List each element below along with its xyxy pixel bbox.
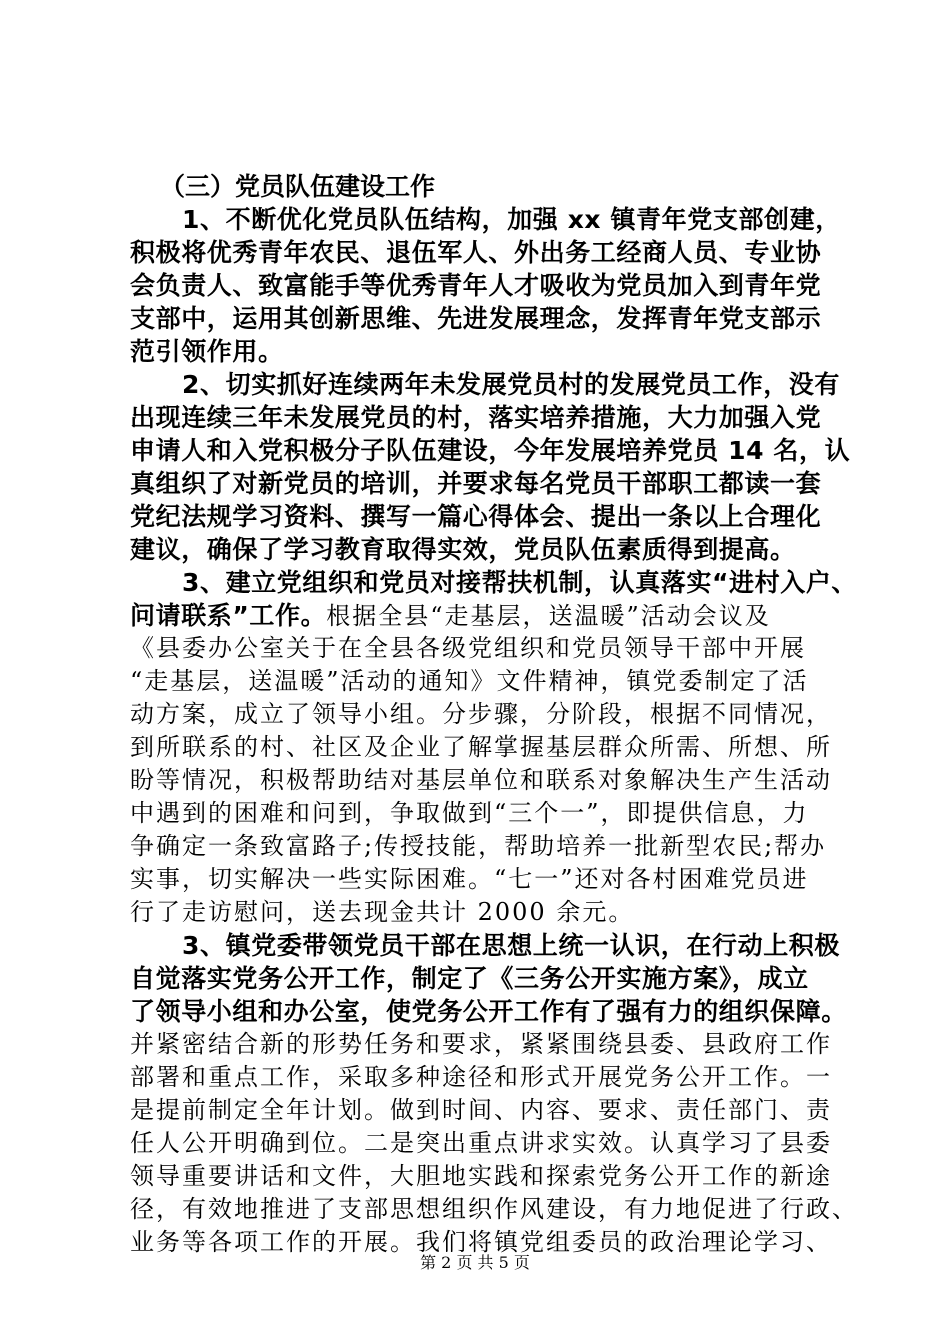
text-line [130,269,835,302]
text-line-tail: 根据全县“走基层，送温暖”活动会议及 [326,602,771,630]
text-line [130,599,835,632]
text-line-content: 径，有效地推进了支部思想组织作风建设，有力地促进了行政、 [130,1195,858,1223]
text-line [130,797,835,830]
text-line-content: 3、建立党组织和党员对接帮扶机制，认真落实“进村入户、 [182,568,858,597]
text-line [130,533,835,566]
text-line-content: “走基层，送温暖”活动的通知》文件精神，镇党委制定了活 [130,667,809,695]
text-line-content: 支部中，运用其创新思维、先进发展理念，发挥青年党支部示 [130,304,822,333]
text-line [130,1160,835,1193]
document-body [130,170,858,1259]
text-line [130,731,835,764]
page-footer: 第 2 页 共 5 页 [420,1253,530,1272]
text-line [130,863,835,896]
text-line-content: 问请联系”工作。 [130,601,327,630]
text-line-content: 盼等情况，积极帮助结对基层单位和联系对象解决生产生活动 [130,766,832,794]
text-line-content: 1、不断优化党员队伍结构，加强 xx 镇青年党支部创建， [182,205,841,234]
text-line-content: 争确定一条致富路子;传授技能，帮助培养一批新型农民;帮办 [130,832,827,860]
text-line [130,236,835,269]
text-line-content: 会负责人、致富能手等优秀青年人才吸收为党员加入到青年党 [130,271,822,300]
text-line-content: 业务等各项工作的开展。我们将镇党组委员的政治理论学习、 [130,1228,832,1256]
text-line [130,335,835,368]
text-line-content: 到所联系的村、社区及企业了解掌握基层群众所需、所想、所 [130,733,832,761]
text-line-content: 自觉落实党务公开工作，制定了《三务公开实施方案》，成立 [130,964,809,993]
text-line-content: 是提前制定全年计划。做到时间、内容、要求、责任部门、责 [130,1096,832,1124]
text-line [130,962,835,995]
text-line [130,434,851,467]
text-line-content: 2、切实抓好连续两年未发展党员村的发展党员工作，没有 [182,370,840,399]
text-line [130,566,858,599]
text-line-content: 领导重要讲话和文件，大胆地实践和探索党务公开工作的新途 [130,1162,832,1190]
text-line-content: 任人公开明确到位。二是突出重点讲求实效。认真学习了县委 [130,1129,832,1157]
section-heading: （三）党员队伍建设工作 [160,172,436,201]
text-line [130,203,841,236]
text-line [130,929,840,962]
text-line-content: 积极将优秀青年农民、退伍军人、外出务工经商人员、专业协 [130,238,822,267]
text-line-content: 动方案，成立了领导小组。分步骤，分阶段，根据不同情况， [130,700,832,728]
text-line-content: 申请人和入党积极分子队伍建设，今年发展培养党员 14 名，认 [130,436,851,465]
text-line [130,764,835,797]
text-line-content: 出现连续三年未发展党员的村，落实培养措施，大力加强入党 [130,403,822,432]
text-line [130,1127,835,1160]
text-line [130,830,835,863]
text-line [130,1193,858,1226]
text-line-content: 《县委办公室关于在全县各级党组织和党员领导干部中开展 [130,634,806,662]
text-line-content: 行了走访慰问，送去现金共计 2000 余元。 [130,898,635,926]
text-line-content: 中遇到的困难和问到，争取做到“三个一”，即提供信息，力 [130,799,809,827]
text-line [130,632,835,665]
text-line-content: 了领导小组和办公室，使党务公开工作有了强有力的组织保障。 [130,997,847,1026]
text-line-content: 范引领作用。 [130,337,284,366]
text-line [130,995,847,1028]
text-line-content: 并紧密结合新的形势任务和要求，紧紧围绕县委、县政府工作 [130,1030,832,1058]
text-line [130,467,835,500]
text-line-content: 党纪法规学习资料、撰写一篇心得体会、提出一条以上合理化 [130,502,822,531]
text-line [130,500,835,533]
text-line-content: 部署和重点工作，采取多种途径和形式开展党务公开工作。一 [130,1063,832,1091]
text-line [130,1094,835,1127]
text-line-content: 实事，切实解决一些实际困难。“七一”还对各村困难党员进 [130,865,809,893]
text-line-content: 建议，确保了学习教育取得实效，党员队伍素质得到提高。 [130,535,796,564]
text-line [130,665,835,698]
text-line [130,698,835,731]
text-line [130,368,840,401]
text-line [130,302,835,335]
text-line [130,896,835,929]
text-line-content: 真组织了对新党员的培训，并要求每名党员干部职工都读一套 [130,469,822,498]
text-line-content: 3、镇党委带领党员干部在思想上统一认识，在行动上积极 [182,931,840,960]
text-line [130,1028,835,1061]
text-line [130,401,835,434]
text-line [130,1061,835,1094]
paragraph-lines [130,203,858,1259]
